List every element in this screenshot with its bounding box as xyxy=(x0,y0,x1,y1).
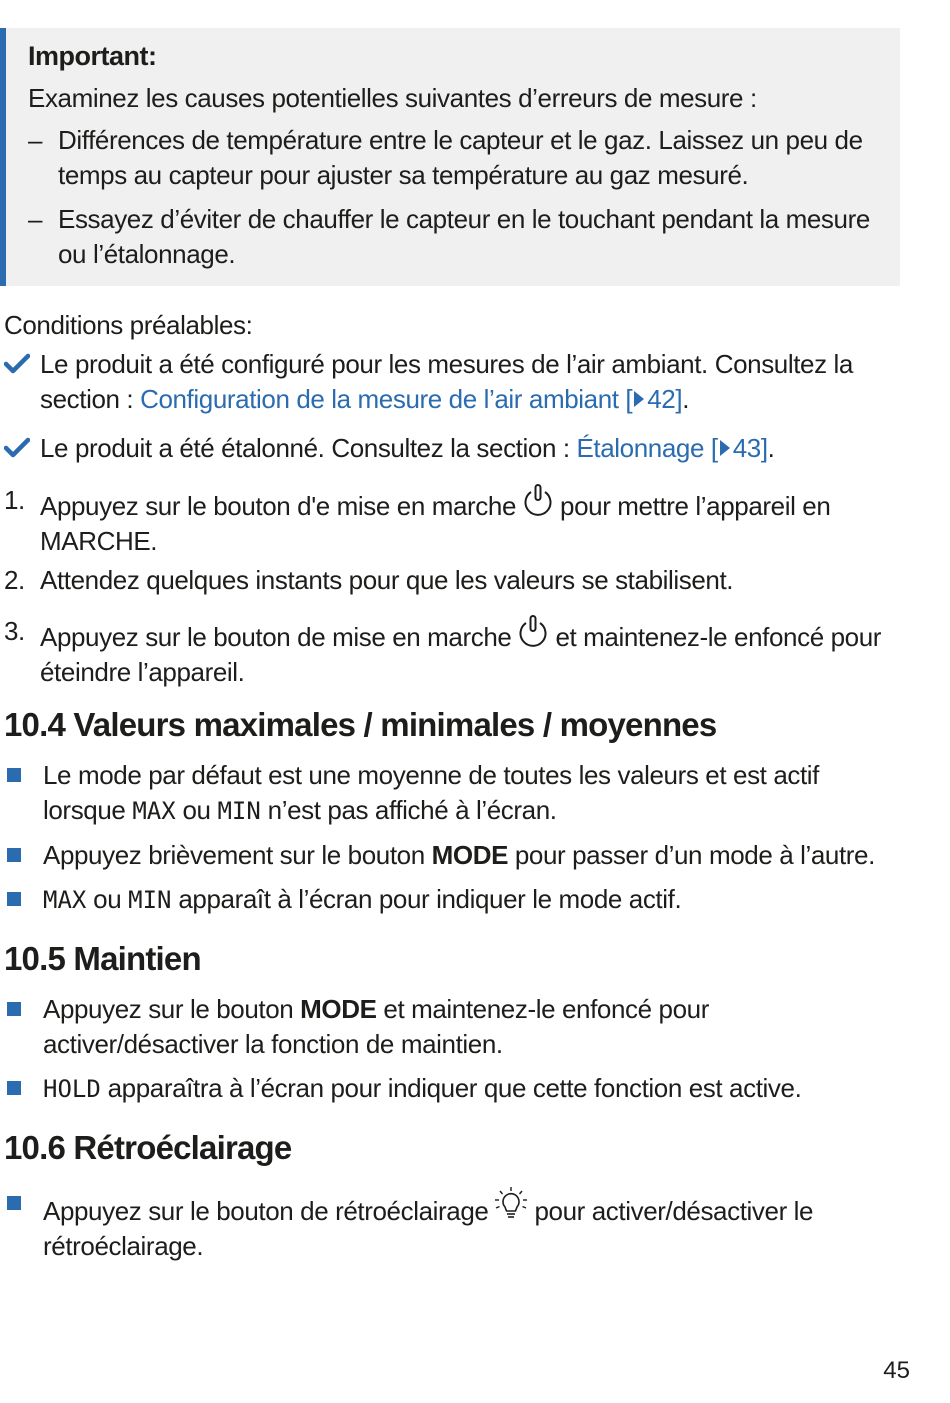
power-button-icon xyxy=(515,614,551,650)
bullet-item: Appuyez sur le bouton MODE et maintenez-le enfoncé pour activer/désactiver la fonction de maintien. xyxy=(4,992,894,1062)
section-heading-10-6: 10.6 Rétroéclairage xyxy=(4,1129,292,1166)
bullet-item: Appuyez sur le bouton de rétroéclairage pour activer/désactiver le rétroéclairage. xyxy=(4,1186,894,1264)
mode-label: MODE xyxy=(431,840,509,870)
prerequisites-label: Conditions préalables: xyxy=(4,310,253,340)
step-number: 2. xyxy=(4,565,25,595)
bullet-item: Le mode par défaut est une moyenne de toutes les valeurs et est actif lorsque MAX ou MIN n’est pas affiché à l’écran. xyxy=(4,758,894,829)
step-number: 3. xyxy=(4,616,25,646)
min-indicator: MIN xyxy=(128,886,172,914)
square-bullet-icon xyxy=(7,1002,21,1016)
dash-bullet: – xyxy=(28,204,43,234)
step-number: 1. xyxy=(4,485,25,515)
note-item-text: Différences de température entre le capteur et le gaz. Laissez un peu de temps au capteur pour ajuster sa température au gaz mesuré. xyxy=(58,125,863,190)
bullet-item: Appuyez brièvement sur le bouton MODE pour passer d’un mode à l’autre. xyxy=(4,838,894,873)
backlight-bulb-icon xyxy=(492,1186,530,1224)
prerequisite-text: Le produit a été configuré pour les mesures de l’air ambiant. Consultez la section : xyxy=(40,349,853,414)
section-heading-10-4: 10.4 Valeurs maximales / minimales / moyennes xyxy=(4,706,717,743)
page-arrow-icon xyxy=(634,391,644,407)
square-bullet-icon xyxy=(7,1196,21,1210)
prerequisite-item: Le produit a été configuré pour les mesures de l’air ambiant. Consultez la section : Configuration de la mesure de l’air ambiant [ 42]. xyxy=(4,347,890,417)
page-arrow-icon xyxy=(720,440,730,456)
note-title: Important: xyxy=(28,41,157,71)
note-item xyxy=(28,123,880,193)
step-item: 2. Attendez quelques instants pour que les valeurs se stabilisent. xyxy=(4,563,890,598)
bullet-item: HOLD apparaîtra à l’écran pour indiquer que cette fonction est active. xyxy=(4,1071,894,1107)
page-number: 45 xyxy=(883,1357,910,1384)
important-note xyxy=(0,28,900,286)
hold-indicator: HOLD xyxy=(43,1075,101,1103)
max-indicator: MAX xyxy=(43,886,87,914)
checkmark-icon xyxy=(4,353,30,375)
checkmark-icon xyxy=(4,437,30,459)
mode-label: MODE xyxy=(300,994,377,1024)
min-indicator: MIN xyxy=(217,797,261,825)
note-item-text: Essayez d’éviter de chauffer le capteur en le touchant pendant la mesure ou l’étalonnage. xyxy=(58,204,870,269)
note-item xyxy=(28,202,880,272)
dash-bullet: – xyxy=(28,125,43,155)
step-item: 1. Appuyez sur le bouton d'e mise en marche pour mettre l’appareil en MARCHE. xyxy=(4,485,831,556)
square-bullet-icon xyxy=(7,768,21,782)
bullet-item: MAX ou MIN apparaît à l’écran pour indiquer le mode actif. xyxy=(4,882,894,918)
section-heading-10-5: 10.5 Maintien xyxy=(4,940,201,977)
note-intro: Examinez les causes potentielles suivantes d’erreurs de mesure : xyxy=(28,83,757,113)
square-bullet-icon xyxy=(7,892,21,906)
calibration-link[interactable]: Étalonnage [ 43] xyxy=(576,433,768,463)
step-item: 3. Appuyez sur le bouton de mise en marche et maintenez-le enfoncé pour éteindre l’appareil. xyxy=(4,616,882,687)
configuration-link[interactable]: Configuration de la mesure de l’air ambiant [ 42] xyxy=(140,384,683,414)
prerequisite-text: Le produit a été étalonné. Consultez la section : xyxy=(40,433,577,463)
power-button-icon xyxy=(520,483,556,519)
prerequisite-item: Le produit a été étalonné. Consultez la section : Étalonnage [ 43]. xyxy=(4,431,890,466)
square-bullet-icon xyxy=(7,1081,21,1095)
max-indicator: MAX xyxy=(132,797,176,825)
square-bullet-icon xyxy=(7,848,21,862)
